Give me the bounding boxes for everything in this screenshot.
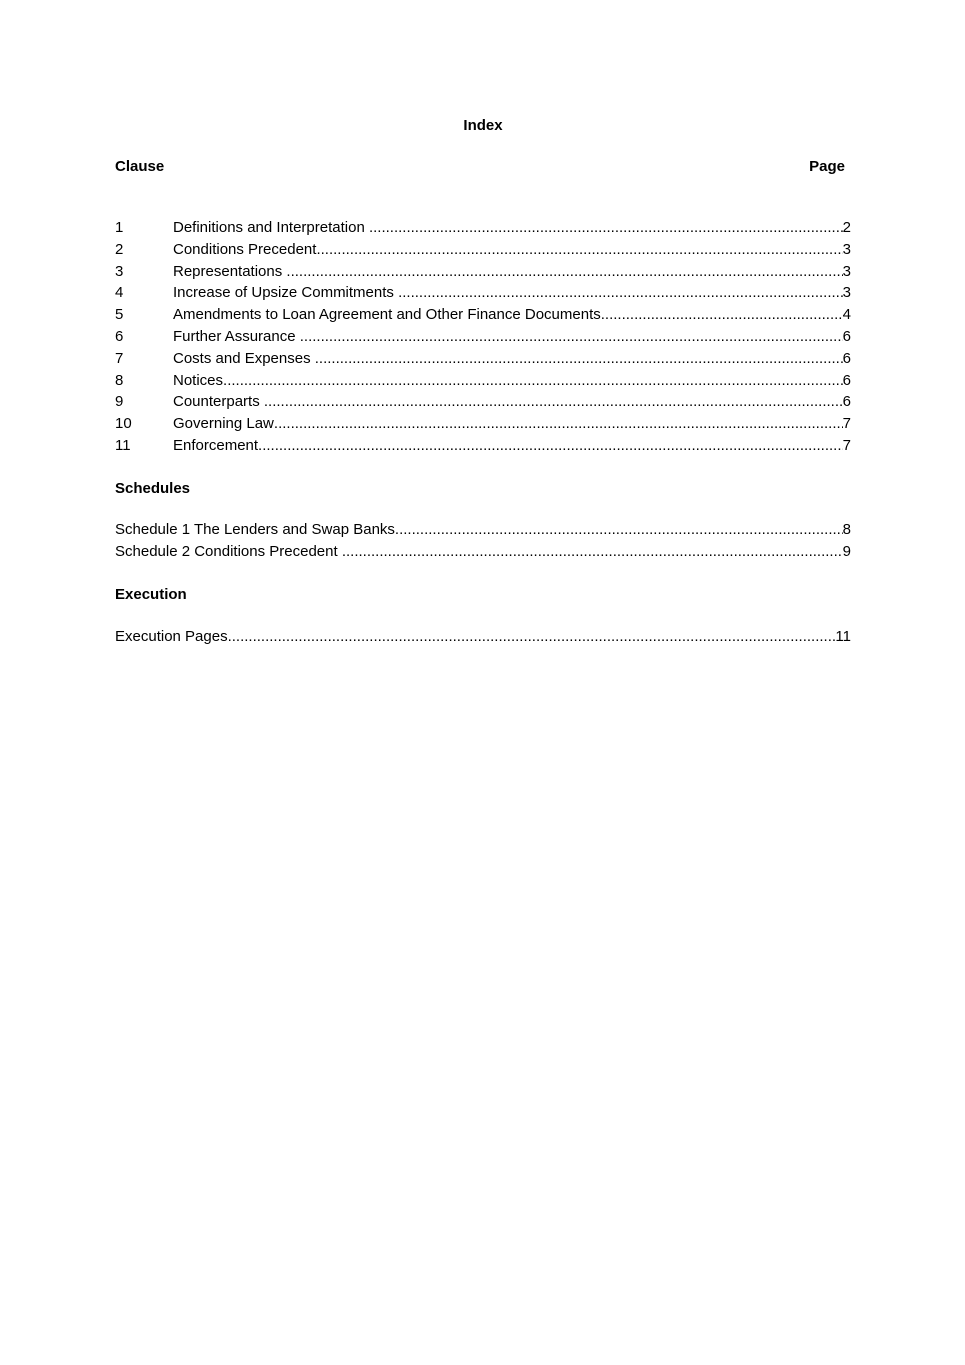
clause-title: Governing Law <box>173 415 274 433</box>
execution-list <box>115 626 851 648</box>
page-number: 2 <box>842 219 851 236</box>
dot-leader <box>398 282 843 304</box>
dot-leader <box>258 435 843 457</box>
clause-number: 11 <box>115 436 131 454</box>
toc-entry-clause-7[interactable] <box>115 348 851 370</box>
toc-entry-clause-5[interactable] <box>115 304 851 326</box>
toc-entry-clause-9[interactable] <box>115 391 851 413</box>
clause-title: Notices <box>173 371 224 389</box>
page-number: 3 <box>842 284 851 302</box>
clause-number: 5 <box>115 306 124 324</box>
dot-leader <box>264 391 843 413</box>
page-number: 9 <box>842 542 851 560</box>
page-number: 6 <box>842 371 851 389</box>
clause-title: Enforcement <box>173 436 259 454</box>
clause-title: Amendments to Loan Agreement and Other Finance Documents <box>173 306 601 324</box>
clause-number: 1 <box>115 219 124 236</box>
clause-title: Costs and Expenses <box>173 349 315 367</box>
toc-entry-clause-1[interactable] <box>115 217 851 239</box>
clause-title: Representations <box>173 262 287 280</box>
schedule-title: Schedule 2 Conditions Precedent <box>115 542 342 560</box>
schedule-title: Schedule 1 The Lenders and Swap Banks <box>115 521 395 538</box>
clause-number: 10 <box>115 415 132 433</box>
clause-number: 3 <box>115 262 124 280</box>
dot-leader <box>300 326 843 348</box>
toc-entry-clause-6[interactable] <box>115 326 851 348</box>
clause-title: Conditions Precedent <box>173 240 317 258</box>
page-number: 6 <box>842 327 851 345</box>
dot-leader <box>316 239 842 261</box>
page-number: 6 <box>842 349 851 367</box>
clause-number: 2 <box>115 240 124 258</box>
clause-number: 7 <box>115 349 124 367</box>
toc-entry-clause-2[interactable] <box>115 239 851 261</box>
page-column-header: Page <box>809 158 845 175</box>
schedules-list <box>115 519 851 563</box>
toc-entry-clause-4[interactable] <box>115 282 851 304</box>
page-title: Index <box>463 117 503 134</box>
toc-entry-clause-10[interactable] <box>115 413 851 435</box>
dot-leader <box>342 541 843 563</box>
clause-number: 8 <box>115 371 124 389</box>
toc-entry-clause-11[interactable] <box>115 435 851 457</box>
clause-list <box>115 217 851 457</box>
page-number: 7 <box>842 436 851 454</box>
dot-leader <box>315 348 843 370</box>
toc-entry-execution-pages[interactable] <box>115 626 851 648</box>
dot-leader <box>223 370 843 392</box>
dot-leader <box>395 519 843 541</box>
page-number: 8 <box>842 521 851 538</box>
clause-title: Increase of Upsize Commitments <box>173 284 399 302</box>
execution-heading: Execution <box>115 586 187 603</box>
clause-title: Counterparts <box>173 393 264 411</box>
execution-title: Execution Pages <box>115 628 228 645</box>
toc-entry-clause-3[interactable] <box>115 261 851 283</box>
clause-column-header: Clause <box>115 158 165 175</box>
page-number: 6 <box>842 393 851 411</box>
clause-number: 4 <box>115 284 124 302</box>
clause-title: Further Assurance <box>173 327 300 345</box>
dot-leader <box>228 626 836 648</box>
dot-leader <box>369 217 843 239</box>
page-number: 3 <box>842 240 851 258</box>
page-number: 7 <box>842 415 851 433</box>
clause-number: 6 <box>115 327 124 345</box>
dot-leader <box>601 304 843 326</box>
clause-title: Definitions and Interpretation <box>173 219 369 236</box>
page-number: 3 <box>842 262 851 280</box>
page-number: 4 <box>842 306 851 324</box>
toc-entry-clause-8[interactable] <box>115 370 851 392</box>
page-number: 11 <box>835 628 851 645</box>
toc-entry-schedule-2[interactable] <box>115 541 851 563</box>
toc-entry-schedule-1[interactable] <box>115 519 851 541</box>
dot-leader <box>286 261 842 283</box>
schedules-heading: Schedules <box>115 480 191 497</box>
clause-number: 9 <box>115 393 124 411</box>
dot-leader <box>274 413 843 435</box>
